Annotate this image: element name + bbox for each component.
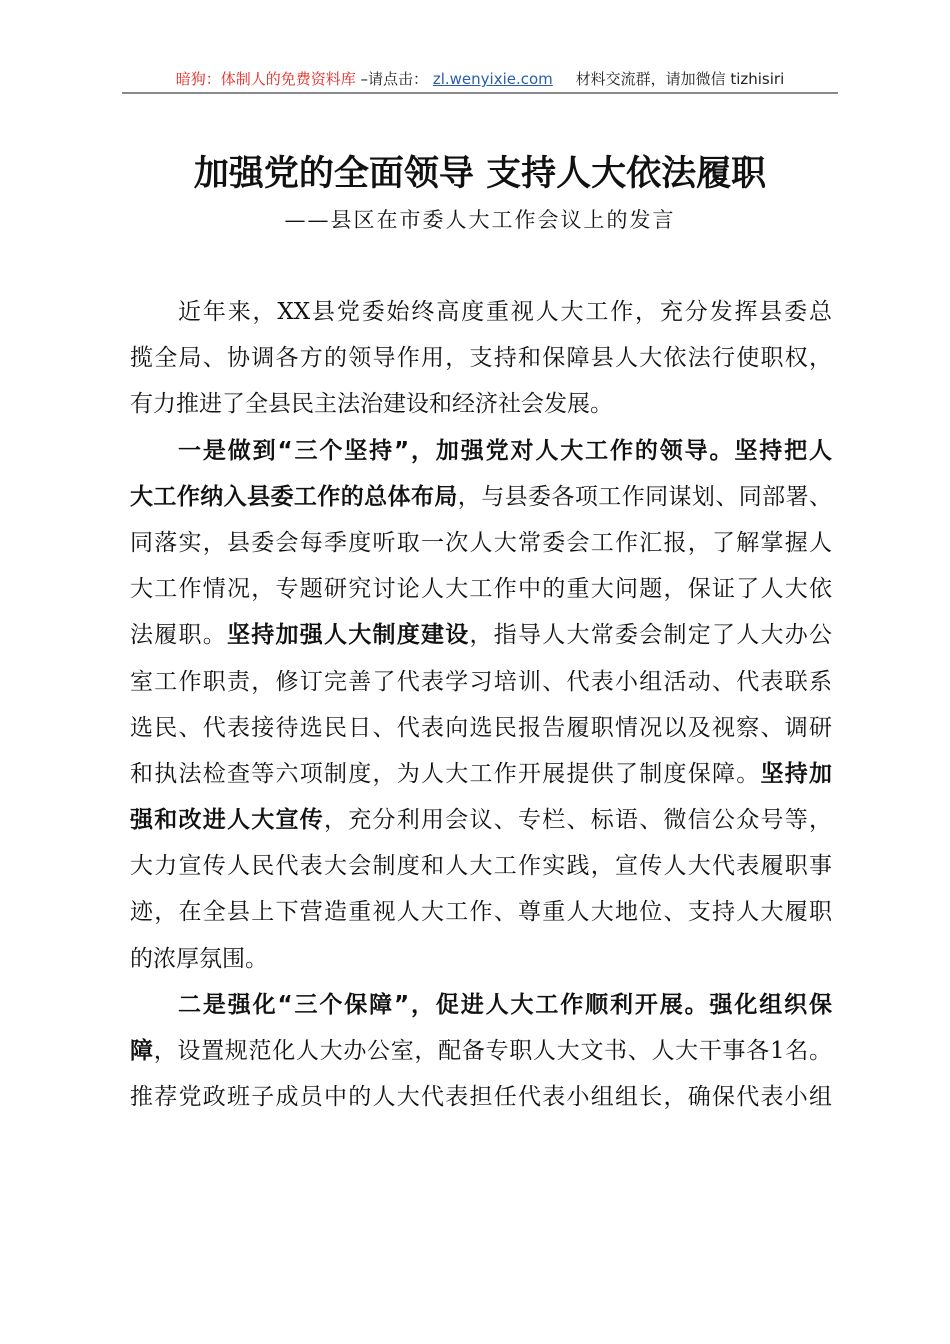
body-text: 和执法检查等六项制度，为人大工作开展提供了制度保障。 xyxy=(130,760,761,787)
body-text: 选民、代表接待选民日、代表向选民报告履职情况以及视察、调研 xyxy=(130,714,832,741)
paragraph xyxy=(130,428,832,982)
click-prompt: –请点击： xyxy=(360,70,429,88)
promo-text: 暗狗：体制人的免费资料库 xyxy=(175,70,356,88)
website-link[interactable]: zl.wenyixie.com xyxy=(432,70,553,88)
body-text: 迹，在全县上下营造重视人大工作、尊重人大地位、支持人大履职 xyxy=(130,899,832,926)
body-text: ，设置规范化人大办公室，配备专职人大文书、人大干事各1名。 xyxy=(153,1038,832,1064)
body-text: ，充分利用会议、专栏、标语、微信公众号等， xyxy=(324,807,832,834)
text-line xyxy=(130,751,832,797)
bold-emphasis: 坚持加强人大制度建设 xyxy=(227,621,470,649)
paragraph xyxy=(130,982,832,1121)
text-line xyxy=(130,566,832,612)
contact-text: 材料交流群，请加微信 tizhisiri xyxy=(575,70,785,88)
text-line xyxy=(130,797,832,843)
body-text: ，指导人大常委会制定了人大办公 xyxy=(469,622,832,649)
body-text: 同落实，县委会每季度听取一次人大常委会工作汇报，了解掌握人 xyxy=(130,529,832,556)
bold-emphasis: 坚持加 xyxy=(760,759,832,787)
bold-emphasis: 大工作纳入县委工作的总体布局 xyxy=(130,482,458,510)
text-line xyxy=(130,889,832,935)
text-line xyxy=(130,289,832,335)
bold-emphasis: 坚持把人 xyxy=(734,436,833,464)
text-line xyxy=(130,1074,832,1120)
header-divider xyxy=(122,92,838,94)
paragraph xyxy=(130,289,832,428)
section-heading: 一是做到“三个坚持”，加强党对人大工作的领导。 xyxy=(178,437,735,464)
text-line xyxy=(130,474,832,520)
page-header xyxy=(122,68,838,89)
body-text: 近年来，XX县党委始终高度重视人大工作，充分发挥县委总 xyxy=(178,299,832,325)
body-text: 大工作情况，专题研究讨论人大工作中的重大问题，保证了人大依 xyxy=(130,576,832,603)
text-line xyxy=(130,612,832,658)
body-text: 的浓厚氛围。 xyxy=(130,945,268,972)
text-line xyxy=(130,428,832,474)
body-text: 法履职。 xyxy=(130,622,227,649)
body-text: 推荐党政班子成员中的人大代表担任代表小组组长，确保代表小组 xyxy=(130,1084,832,1111)
body-text: 揽全局、协调各方的领导作用，支持和保障县人大依法行使职权， xyxy=(130,345,832,372)
body-text: ，与县委各项工作同谋划、同部署、 xyxy=(457,483,833,510)
text-line xyxy=(130,1028,832,1074)
document-title: 加强党的全面领导 支持人大依法履职 xyxy=(193,153,767,194)
section-heading: 二是强化“三个保障”，促进人大工作顺利开展。 xyxy=(178,991,710,1018)
text-line xyxy=(130,982,832,1028)
document-body xyxy=(130,289,832,1120)
body-text: 大力宣传人民代表大会制度和人大工作实践，宣传人大代表履职事 xyxy=(130,853,832,880)
text-line xyxy=(130,659,832,705)
bold-emphasis: 强化组织保 xyxy=(709,990,833,1018)
body-text: 室工作职责，修订完善了代表学习培训、代表小组活动、代表联系 xyxy=(130,668,832,695)
text-line xyxy=(130,843,832,889)
text-line xyxy=(130,936,832,982)
text-line xyxy=(130,520,832,566)
body-text: 有力推进了全县民主法治建设和经济社会发展。 xyxy=(130,391,613,418)
document-subtitle: ——县区在市委人大工作会议上的发言 xyxy=(284,208,676,232)
text-line xyxy=(130,335,832,381)
text-line xyxy=(130,381,832,427)
bold-emphasis: 强和改进人大宣传 xyxy=(130,806,324,834)
text-line xyxy=(130,705,832,751)
bold-emphasis: 障 xyxy=(130,1037,154,1064)
